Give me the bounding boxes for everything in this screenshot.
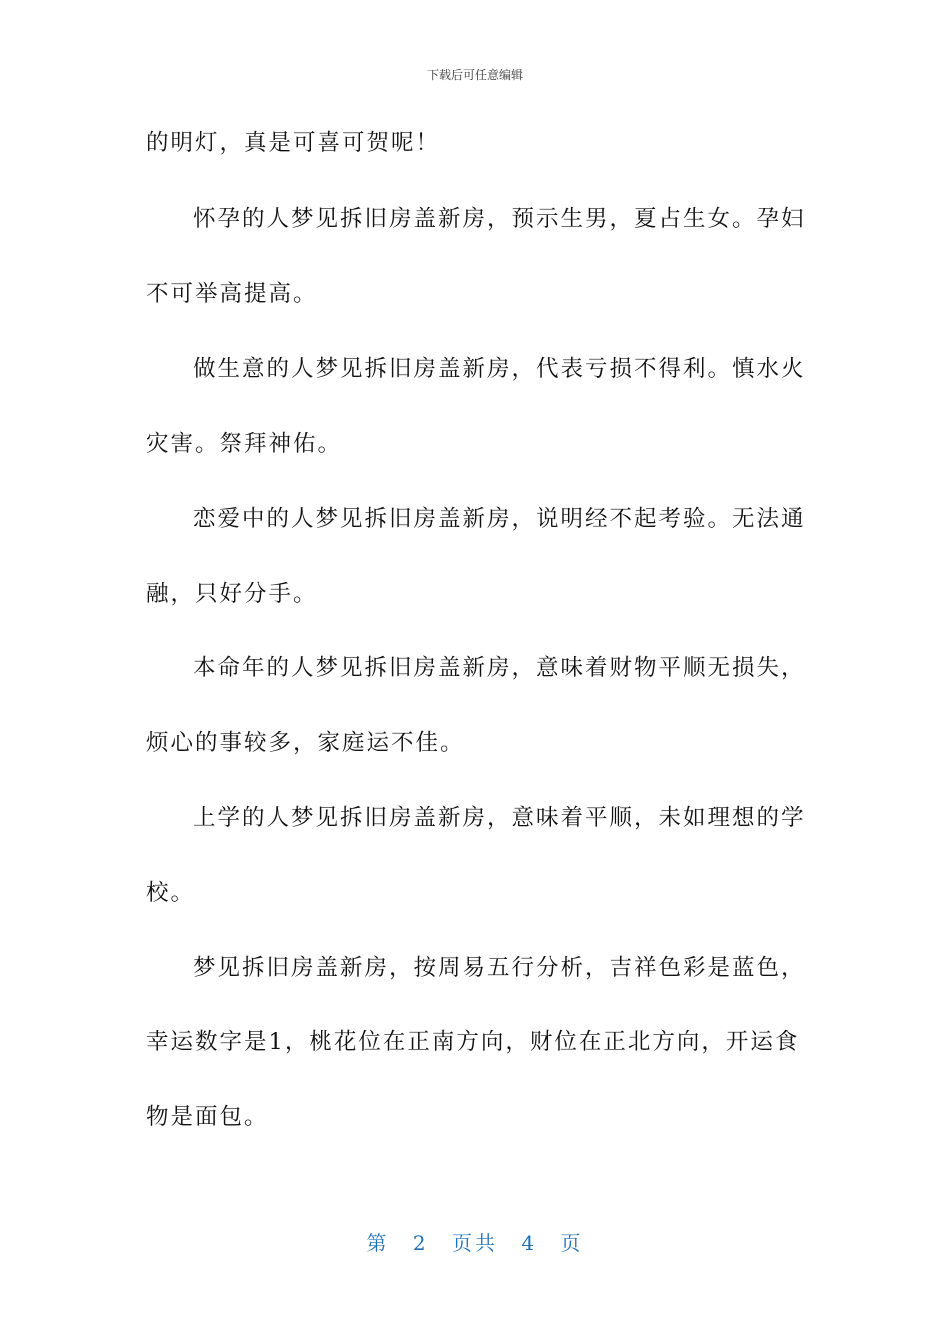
footer-suffix: 页 [560,1231,584,1255]
total-pages-number: 4 [521,1231,538,1255]
paragraph-line: 物是面包。 [146,1104,269,1130]
paragraph-line: 本命年的人梦见拆旧房盖新房，意味着财物平顺无损失， [193,655,806,681]
paragraph-line: 不可举高提高。 [146,281,318,307]
paragraph-line: 做生意的人梦见拆旧房盖新房，代表亏损不得利。慎水火 [193,356,806,382]
paragraph-line: 烦心的事较多，家庭运不佳。 [146,730,465,756]
paragraph-line: 上学的人梦见拆旧房盖新房，意味着平顺，未如理想的学 [193,805,806,831]
footer-middle: 页共 [452,1231,498,1255]
paragraph-line: 灾害。祭拜神佑。 [146,431,343,457]
paragraph-line: 的明灯，真是可喜可贺呢！ [146,130,441,156]
footer-prefix: 第 [366,1231,390,1255]
page-footer [0,1227,950,1256]
current-page-number: 2 [412,1231,429,1255]
page-header: 下载后可任意编辑 [426,68,523,82]
paragraph-line: 融，只好分手。 [146,581,318,607]
paragraph-line: 恋爱中的人梦见拆旧房盖新房，说明经不起考验。无法通 [193,506,806,532]
paragraph-line: 校。 [146,880,196,906]
paragraph-line: 幸运数字是1，桃花位在正南方向，财位在正北方向，开运食 [146,1029,800,1055]
paragraph-line: 怀孕的人梦见拆旧房盖新房，预示生男，夏占生女。孕妇 [193,206,806,232]
paragraph-line: 梦见拆旧房盖新房，按周易五行分析，吉祥色彩是蓝色， [193,955,806,981]
